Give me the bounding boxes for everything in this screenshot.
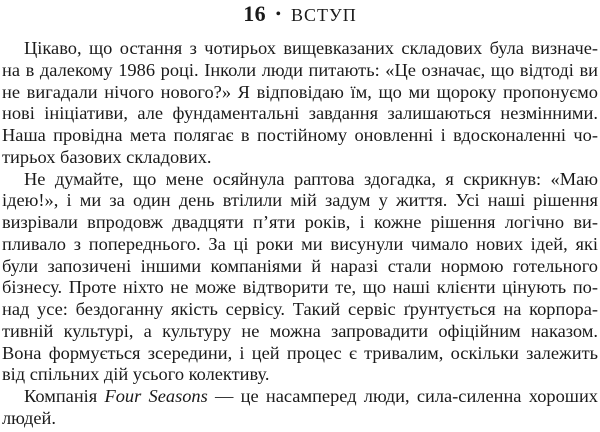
text-line: ідею!», і ми за один день втілили мій задум у життя. Усі наші рішення <box>2 190 598 211</box>
text-line: тирьох базових складових. <box>2 146 212 167</box>
page-number: 16 <box>243 1 266 26</box>
text-line: від спільних дій усього колективу. <box>2 364 270 385</box>
paragraph-1 <box>2 38 598 169</box>
text-line <box>2 386 598 408</box>
header-separator: • <box>275 6 282 23</box>
text-run: Компанія <box>24 386 105 406</box>
text-line: Цікаво, що остання з чотирьох вищевказаних складових була визначе- <box>24 38 598 58</box>
text-line: пливало з попереднього. За ці роки ми висунули чимало нових ідей, які <box>2 233 598 254</box>
text-line: Наша провідна мета полягає в постійному оновленні і вдосконаленні чо- <box>2 125 598 145</box>
text-line: нові ініціативи, але фундаментальні завдання залишаються незмінними. <box>2 103 598 124</box>
text-line: над усе: бездоганну якість сервісу. Такий сервіс ґрунтується на корпора- <box>2 299 598 319</box>
text-line: визрівали впродовж двадцяти п’яти років, і кожне рішення логічно ви- <box>2 212 598 232</box>
text-line: були запозичені іншими компаніями й наразі стали нормою готельного <box>2 255 598 276</box>
text-run: — це насамперед люди, сила-силенна хороших <box>207 386 598 406</box>
text-line: Не думайте, що мене осяйнула раптова здогадка, я скрикнув: «Маю <box>24 168 598 189</box>
company-name: Four Seasons <box>104 386 208 406</box>
text-line: не вигадали нічого нового?» Я відповідаю їм, що ми щороку пропонуємо <box>2 81 598 102</box>
running-header <box>0 0 600 28</box>
text-line: Вона формується зсередини, і цей процес є тривалим, оскільки залежить <box>2 342 598 363</box>
body-text <box>2 38 598 430</box>
section-title: ВСТУП <box>290 5 357 25</box>
paragraph-3 <box>2 386 598 430</box>
text-line: тивній культурі, а культуру не можна запровадити офіційним наказом. <box>2 320 598 341</box>
text-line: людей. <box>2 407 56 428</box>
text-line: бізнесу. Проте ніхто не може відтворити те, що наші клієнти цінують по- <box>2 277 598 298</box>
text-line: на в далекому 1986 році. Інколи люди питають: «Це означає, що відтоді ви <box>2 59 598 80</box>
paragraph-2 <box>2 169 598 387</box>
